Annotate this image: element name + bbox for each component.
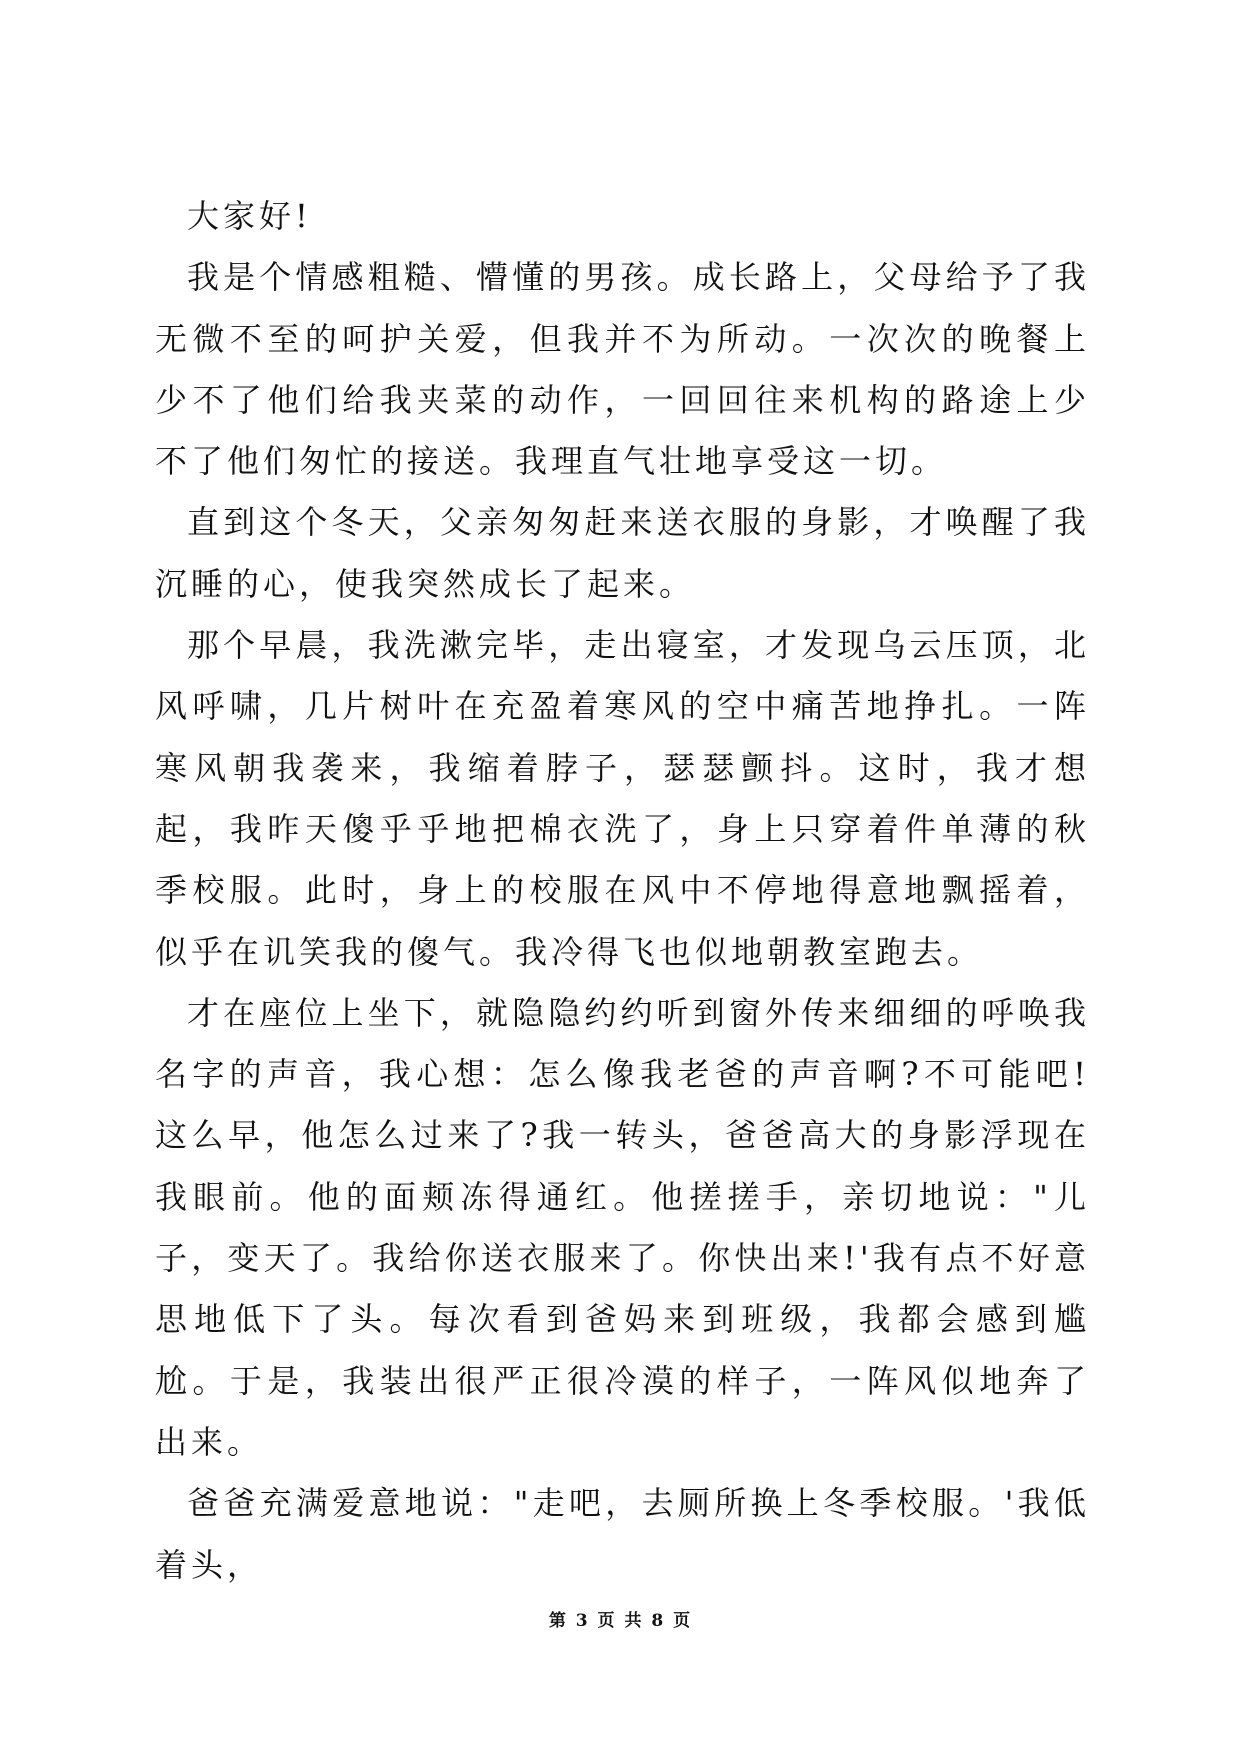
paragraph-winter: 直到这个冬天，父亲匆匆赶来送衣服的身影，才唤醒了我沉睡的心，使我突然成长了起来。 <box>155 503 1090 603</box>
paragraph-intro: 我是个情感粗糙、懵懂的男孩。成长路上，父母给予了我无微不至的呵护关爱，但我并不为所动。一次次的晚餐上少不了他们给我夹菜的动作，一回回往来机构的路途上少不了他们匆忙的接送。我理直气壮地享受这一切。 <box>155 258 1090 481</box>
paragraph-classroom: 才在座位上坐下，就隐隐约约听到窗外传来细细的呼唤我名字的声音，我心想：怎么像我老爸的声音啊?不可能吧!这么早，他怎么过来了?我一转头，爸爸高大的身影浮现在我眼前。他的面颊冻得通红。他搓搓手，亲切地说："儿子，变天了。我给你送衣服来了。你快出来!'我有点不好意思地低下了头。每次看到爸妈来到班级，我都会感到尴尬。于是，我装出很严正很冷漠的样子，一阵风似地奔了出来。 <box>155 993 1090 1461</box>
paragraph-father: 爸爸充满爱意地说："走吧，去厕所换上冬季校服。'我低着头， <box>155 1484 1090 1584</box>
paragraph-greeting: 大家好! <box>187 197 312 235</box>
page-number-footer: 第 3 页 共 8 页 <box>548 1611 693 1631</box>
document-body <box>155 186 1090 1596</box>
paragraph-morning: 那个早晨，我洗漱完毕，走出寝室，才发现乌云压顶，北风呼啸，几片树叶在充盈着寒风的空中痛苦地挣扎。一阵寒风朝我袭来，我缩着脖子，瑟瑟颤抖。这时，我才想起，我昨天傻乎乎地把棉衣洗了，身上只穿着件单薄的秋季校服。此时，身上的校服在风中不停地得意地飘摇着，似乎在讥笑我的傻气。我冷得飞也似地朝教室跑去。 <box>155 626 1090 971</box>
